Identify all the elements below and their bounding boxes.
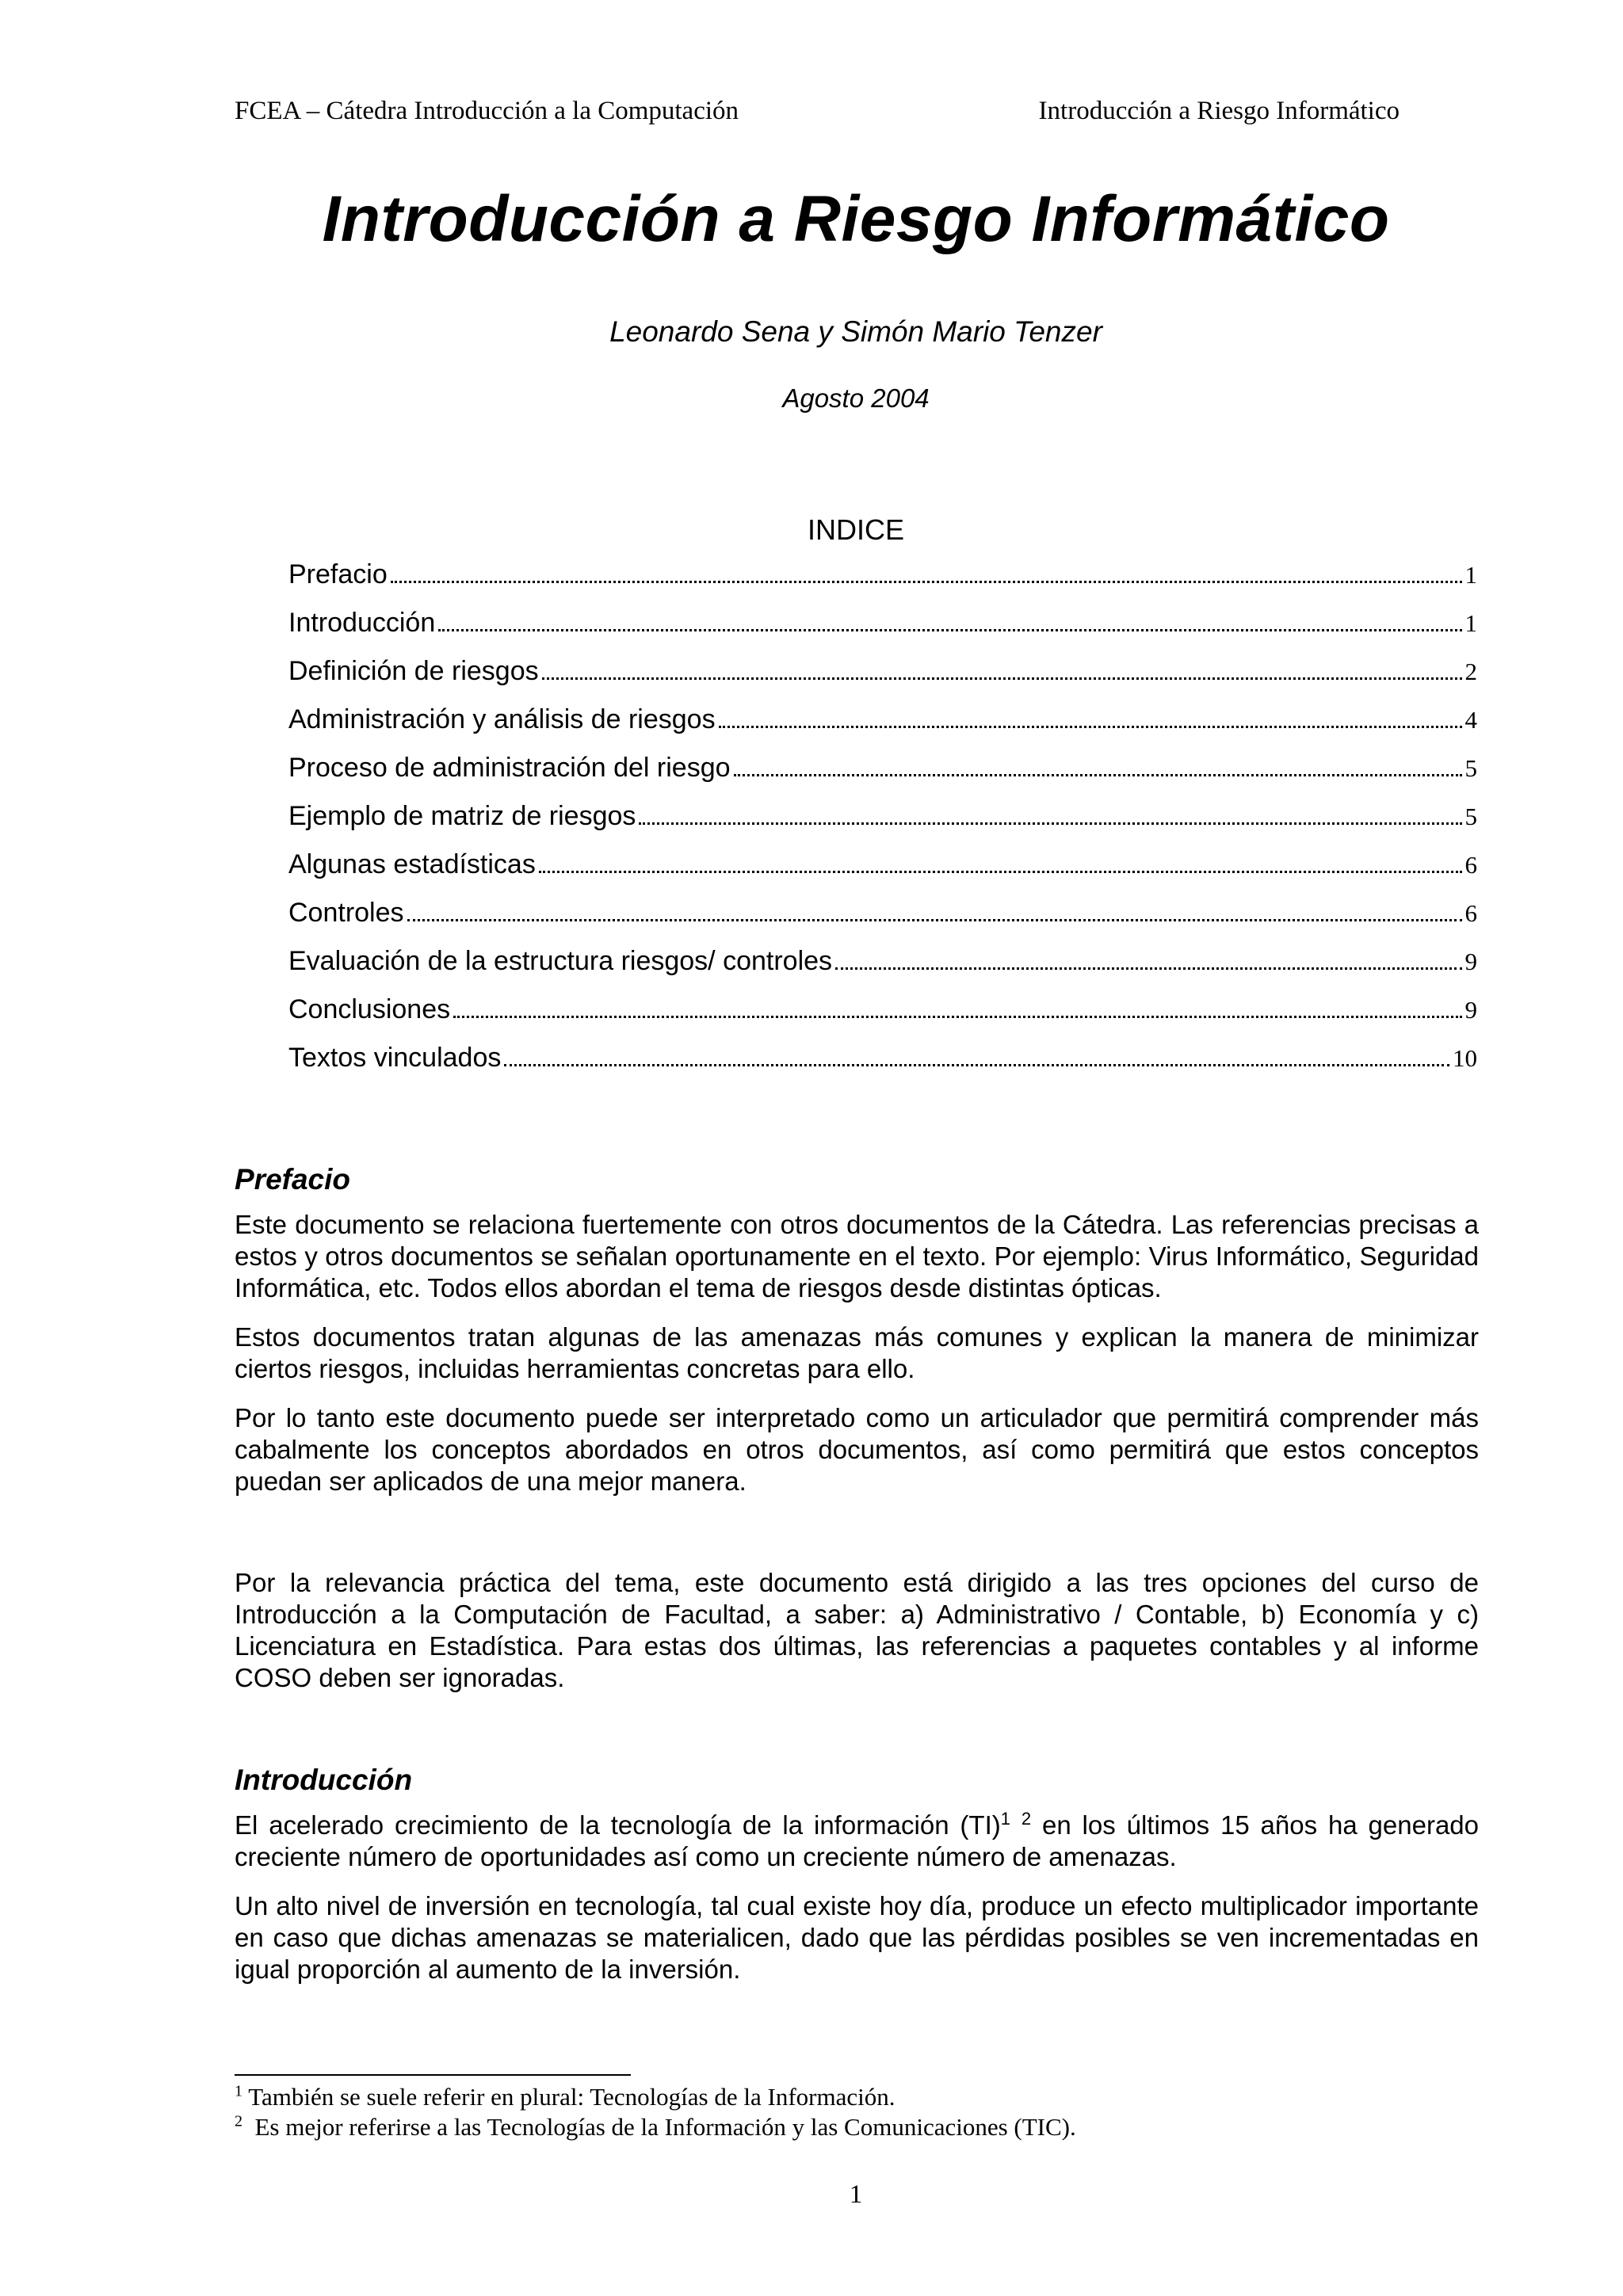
toc-entry-label: Administración y análisis de riesgos [288,704,716,734]
header-left: FCEA – Cátedra Introducción a la Computación [235,97,739,125]
footnote-ref[interactable]: 2 [1021,1809,1032,1829]
toc-entry-label: Conclusiones [288,994,451,1024]
toc-entry-label: Ejemplo de matriz de riesgos [288,801,636,831]
paragraph: Este documento se relaciona fuertemente con otros documentos de la Cátedra. Las referencias precisas a estos y otros documentos se señalan oportunamente en el texto. Por ejemplo: Virus Informático, Seguridad Informática, etc. Todos ellos abordan el tema de riesgos desde distintas ópticas. [235,1210,1479,1302]
toc-entry[interactable] [288,753,1477,801]
toc-entry-label: Textos vinculados [288,1043,502,1073]
paragraph: Por la relevancia práctica del tema, este documento está dirigido a las tres opciones del curso de Introducción a la Computación de Facultad, a saber: a) Administrativo / Contable, b) Economía y c) Licenciatura en Estadística. Para estas dos últimas, las referencias a paquetes contables y al informe COSO deben ser ignoradas. [235,1568,1479,1692]
toc-entry-label: Controles [288,898,404,928]
toc-entry-label: Prefacio [288,559,388,589]
toc-entry-page: 9 [1465,996,1477,1024]
toc-leader [539,871,1462,873]
footnote-mark: 1 [235,2082,242,2100]
toc-entry-page: 1 [1465,609,1477,637]
toc-leader [542,677,1462,680]
index-title: INDICE [807,513,904,546]
toc-entry-page: 5 [1465,754,1477,782]
toc-leader [639,822,1461,825]
toc-leader [734,774,1462,776]
toc-entry[interactable] [288,559,1477,608]
toc-leader [835,967,1461,970]
paragraph: Un alto nivel de inversión en tecnología, tal cual existe hoy día, produce un efecto multiplicador importante en caso que dichas amenazas se materialicen, dado que las pérdidas posibles se ven incrementadas en igual proporción al aumento de la inversión. [235,1891,1479,1984]
toc-entry-page: 6 [1465,851,1477,879]
toc-entry-page: 4 [1465,706,1477,734]
footnote-text: También se suele referir en plural: Tecnologías de la Información. [248,2083,896,2111]
toc-entry[interactable] [288,608,1477,656]
footnote-separator [235,2074,631,2076]
page-number: 1 [849,2180,863,2209]
toc-entry-label: Proceso de administración del riesgo [288,753,731,783]
section-introduccion [235,1764,1479,1985]
toc-entry-label: Algunas estadísticas [288,849,536,879]
header-right: Introducción a Riesgo Informático [1038,97,1400,125]
toc-entry-label: Definición de riesgos [288,656,539,686]
footnote-text: Es mejor referirse a las Tecnologías de la Información y las Comunicaciones (TIC). [254,2113,1076,2141]
toc-entry-page: 2 [1465,658,1477,685]
section-prefacio [235,1163,1479,1694]
toc-entry-page: 10 [1453,1044,1477,1072]
footnote-mark: 2 [235,2112,242,2130]
paragraph-text: El acelerado crecimiento de la tecnología de la información (TI) [235,1810,1001,1840]
toc-entry-page: 1 [1465,561,1477,589]
footnotes [235,2082,1479,2142]
toc-leader [407,919,1462,921]
section-heading: Introducción [235,1764,413,1796]
toc-leader [504,1064,1449,1066]
document-date: Agosto 2004 [782,383,930,413]
authors: Leonardo Sena y Simón Mario Tenzer [609,315,1102,348]
toc-entry[interactable] [288,946,1477,994]
paragraph: Por lo tanto este documento puede ser interpretado como un articulador que permitirá comprender más cabalmente los conceptos abordados en otros documentos, así como permitirá que estos conceptos puedan ser aplicados de una mejor manera. [235,1403,1479,1496]
toc-entry[interactable] [288,898,1477,946]
toc-entry[interactable] [288,849,1477,898]
footnote-ref[interactable]: 1 [1000,1809,1010,1829]
paragraph [235,1810,1479,1873]
toc-entry-page: 6 [1465,899,1477,927]
toc-entry[interactable] [288,994,1477,1043]
toc-entry[interactable] [288,1043,1477,1091]
table-of-contents [288,559,1477,1091]
toc-entry[interactable] [288,656,1477,704]
footnote [235,2082,1479,2112]
section-heading: Prefacio [235,1163,351,1196]
toc-entry-label: Introducción [288,608,436,638]
paragraph-text: en los últimos 15 años ha generado creciente número de oportunidades así como un creciente número de amenazas. [235,1810,1480,1871]
toc-leader [391,581,1462,583]
paragraph: Estos documentos tratan algunas de las amenazas más comunes y explican la manera de minimizar ciertos riesgos, incluidas herramientas concretas para ello. [235,1322,1479,1383]
toc-leader [719,726,1462,728]
running-header [235,97,1400,133]
toc-leader [438,629,1461,631]
toc-entry-label: Evaluación de la estructura riesgos/ controles [288,946,833,976]
toc-entry[interactable] [288,801,1477,849]
document-title: Introducción a Riesgo Informático [322,183,1390,255]
toc-entry-page: 5 [1465,803,1477,830]
toc-leader [453,1016,1461,1018]
toc-entry-page: 9 [1465,948,1477,975]
footnote [235,2112,1479,2142]
body-content [235,1163,1479,2003]
toc-entry[interactable] [288,704,1477,753]
